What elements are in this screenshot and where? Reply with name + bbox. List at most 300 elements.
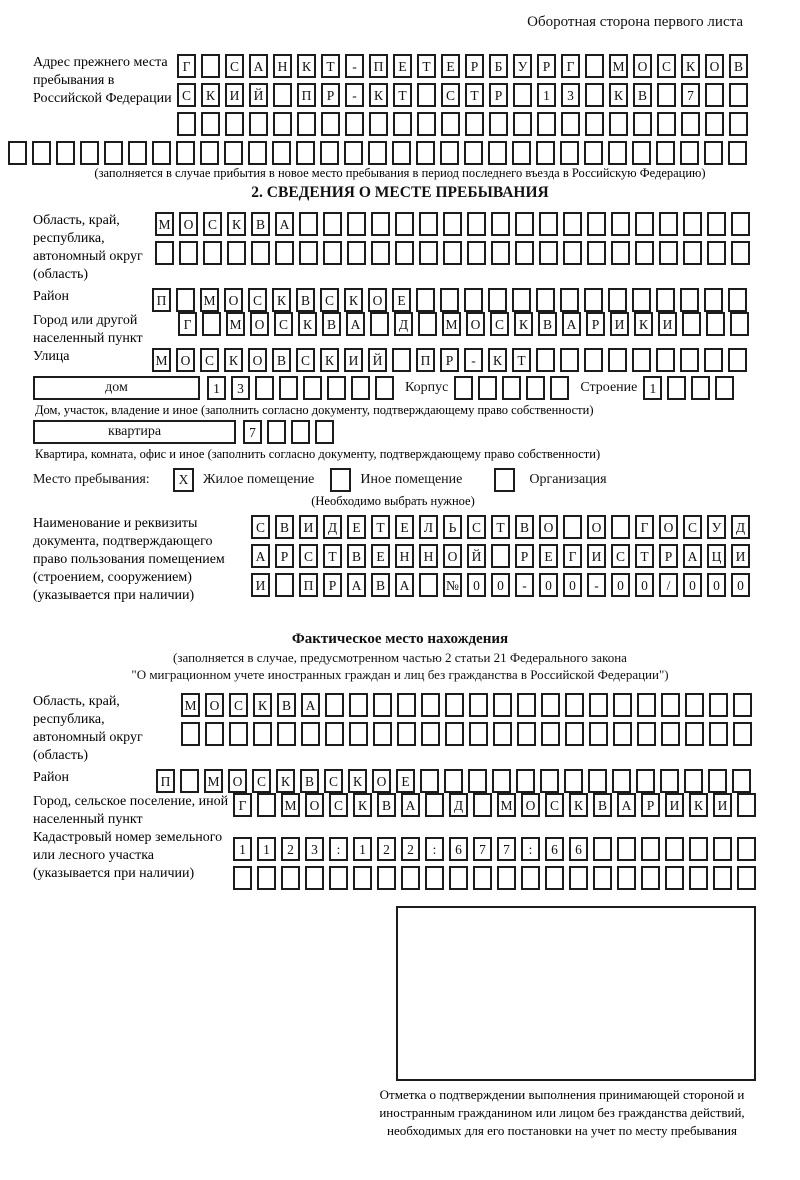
char-box[interactable]: 0: [683, 573, 702, 597]
char-box[interactable]: [683, 241, 702, 265]
char-box[interactable]: [473, 866, 492, 890]
char-box[interactable]: [704, 288, 723, 312]
char-box[interactable]: 1: [643, 376, 662, 400]
char-box[interactable]: [32, 141, 51, 165]
char-box[interactable]: [659, 241, 678, 265]
char-box[interactable]: [253, 722, 272, 746]
char-box[interactable]: 0: [467, 573, 486, 597]
char-box[interactable]: С: [611, 544, 630, 568]
char-box[interactable]: К: [253, 693, 272, 717]
char-box[interactable]: А: [301, 693, 320, 717]
char-box[interactable]: [660, 769, 679, 793]
char-box[interactable]: Е: [539, 544, 558, 568]
char-box[interactable]: [731, 212, 750, 236]
char-box[interactable]: [464, 288, 483, 312]
char-box[interactable]: [395, 241, 414, 265]
char-box[interactable]: [633, 112, 652, 136]
char-box[interactable]: [565, 693, 584, 717]
char-box[interactable]: [370, 312, 389, 336]
char-box[interactable]: И: [587, 544, 606, 568]
char-box[interactable]: С: [225, 54, 244, 78]
char-box[interactable]: 0: [611, 573, 630, 597]
char-box[interactable]: [683, 212, 702, 236]
char-box[interactable]: [373, 722, 392, 746]
char-box[interactable]: Н: [419, 544, 438, 568]
char-box[interactable]: [397, 693, 416, 717]
char-box[interactable]: [327, 376, 346, 400]
char-box[interactable]: К: [344, 288, 363, 312]
char-box[interactable]: [661, 693, 680, 717]
char-box[interactable]: :: [329, 837, 348, 861]
char-box[interactable]: [277, 722, 296, 746]
char-box[interactable]: Т: [371, 515, 390, 539]
char-box[interactable]: [273, 83, 292, 107]
char-box[interactable]: Е: [347, 515, 366, 539]
char-box[interactable]: И: [299, 515, 318, 539]
char-box[interactable]: И: [665, 793, 684, 817]
char-box[interactable]: [205, 722, 224, 746]
char-box[interactable]: 3: [305, 837, 324, 861]
char-box[interactable]: П: [152, 288, 171, 312]
char-box[interactable]: [377, 866, 396, 890]
char-box[interactable]: [416, 141, 435, 165]
char-box[interactable]: [180, 769, 199, 793]
char-box[interactable]: [632, 288, 651, 312]
char-box[interactable]: [251, 241, 270, 265]
char-box[interactable]: [680, 348, 699, 372]
char-box[interactable]: М: [442, 312, 461, 336]
char-box[interactable]: [497, 866, 516, 890]
char-box[interactable]: [526, 376, 545, 400]
char-box[interactable]: [517, 722, 536, 746]
char-box[interactable]: [585, 83, 604, 107]
char-box[interactable]: [637, 722, 656, 746]
char-box[interactable]: К: [298, 312, 317, 336]
char-box[interactable]: [733, 722, 752, 746]
char-box[interactable]: [347, 212, 366, 236]
char-box[interactable]: [512, 288, 531, 312]
char-box[interactable]: [473, 793, 492, 817]
char-box[interactable]: [419, 212, 438, 236]
char-box[interactable]: [608, 288, 627, 312]
char-box[interactable]: 2: [401, 837, 420, 861]
char-box[interactable]: 7: [243, 420, 262, 444]
char-box[interactable]: К: [353, 793, 372, 817]
char-box[interactable]: [454, 376, 473, 400]
char-box[interactable]: [713, 866, 732, 890]
char-box[interactable]: К: [272, 288, 291, 312]
char-box[interactable]: С: [229, 693, 248, 717]
char-box[interactable]: П: [369, 54, 388, 78]
char-box[interactable]: Р: [586, 312, 605, 336]
char-box[interactable]: [545, 866, 564, 890]
char-box[interactable]: [445, 693, 464, 717]
char-box[interactable]: 1: [257, 837, 276, 861]
char-box[interactable]: [445, 722, 464, 746]
char-box[interactable]: И: [610, 312, 629, 336]
char-box[interactable]: Р: [321, 83, 340, 107]
char-box[interactable]: [635, 241, 654, 265]
char-box[interactable]: [345, 112, 364, 136]
char-box[interactable]: [469, 693, 488, 717]
char-box[interactable]: [349, 722, 368, 746]
char-box[interactable]: К: [514, 312, 533, 336]
char-box[interactable]: О: [179, 212, 198, 236]
char-box[interactable]: Р: [440, 348, 459, 372]
char-box[interactable]: И: [658, 312, 677, 336]
char-box[interactable]: 2: [281, 837, 300, 861]
char-box[interactable]: 6: [449, 837, 468, 861]
char-box[interactable]: [536, 141, 555, 165]
char-box[interactable]: 1: [353, 837, 372, 861]
char-box[interactable]: :: [521, 837, 540, 861]
char-box[interactable]: [281, 866, 300, 890]
char-box[interactable]: [393, 112, 412, 136]
char-box[interactable]: 1: [233, 837, 252, 861]
char-box[interactable]: [419, 241, 438, 265]
char-box[interactable]: К: [201, 83, 220, 107]
char-box[interactable]: [468, 769, 487, 793]
char-box[interactable]: 7: [473, 837, 492, 861]
char-box[interactable]: В: [371, 573, 390, 597]
char-box[interactable]: [513, 83, 532, 107]
char-box[interactable]: [689, 837, 708, 861]
char-box[interactable]: [512, 141, 531, 165]
char-box[interactable]: [478, 376, 497, 400]
char-box[interactable]: А: [249, 54, 268, 78]
char-box[interactable]: В: [515, 515, 534, 539]
char-box[interactable]: [704, 348, 723, 372]
char-box[interactable]: [659, 212, 678, 236]
char-box[interactable]: 6: [569, 837, 588, 861]
char-box[interactable]: [657, 112, 676, 136]
char-box[interactable]: [728, 288, 747, 312]
char-box[interactable]: [737, 837, 756, 861]
char-box[interactable]: [257, 866, 276, 890]
char-box[interactable]: [632, 348, 651, 372]
char-box[interactable]: И: [344, 348, 363, 372]
char-box[interactable]: Е: [396, 769, 415, 793]
char-box[interactable]: [560, 141, 579, 165]
char-box[interactable]: [305, 866, 324, 890]
char-box[interactable]: А: [251, 544, 270, 568]
char-box[interactable]: [539, 241, 558, 265]
char-box[interactable]: Й: [368, 348, 387, 372]
char-box[interactable]: [612, 769, 631, 793]
char-box[interactable]: [611, 212, 630, 236]
char-box[interactable]: М: [204, 769, 223, 793]
char-box[interactable]: [249, 112, 268, 136]
char-box[interactable]: Е: [395, 515, 414, 539]
char-box[interactable]: У: [707, 515, 726, 539]
char-box[interactable]: №: [443, 573, 462, 597]
char-box[interactable]: [657, 83, 676, 107]
char-box[interactable]: О: [587, 515, 606, 539]
char-box[interactable]: [416, 288, 435, 312]
house-type-box[interactable]: дом: [33, 376, 200, 400]
char-box[interactable]: [608, 141, 627, 165]
char-box[interactable]: С: [296, 348, 315, 372]
char-box[interactable]: [733, 693, 752, 717]
char-box[interactable]: [449, 866, 468, 890]
char-box[interactable]: [493, 693, 512, 717]
char-box[interactable]: [560, 348, 579, 372]
char-box[interactable]: Т: [635, 544, 654, 568]
char-box[interactable]: [537, 112, 556, 136]
char-box[interactable]: [425, 866, 444, 890]
char-box[interactable]: [729, 83, 748, 107]
char-box[interactable]: 7: [681, 83, 700, 107]
char-box[interactable]: [705, 83, 724, 107]
char-box[interactable]: [715, 376, 734, 400]
char-box[interactable]: [492, 769, 511, 793]
char-box[interactable]: А: [617, 793, 636, 817]
char-box[interactable]: В: [729, 54, 748, 78]
char-box[interactable]: О: [633, 54, 652, 78]
char-box[interactable]: [444, 769, 463, 793]
char-box[interactable]: М: [152, 348, 171, 372]
char-box[interactable]: С: [657, 54, 676, 78]
char-box[interactable]: [609, 112, 628, 136]
char-box[interactable]: С: [683, 515, 702, 539]
char-box[interactable]: [661, 722, 680, 746]
char-box[interactable]: [201, 112, 220, 136]
char-box[interactable]: [593, 866, 612, 890]
char-box[interactable]: [176, 141, 195, 165]
char-box[interactable]: А: [401, 793, 420, 817]
char-box[interactable]: [521, 866, 540, 890]
checkbox-other-premises[interactable]: [330, 468, 351, 492]
char-box[interactable]: О: [705, 54, 724, 78]
char-box[interactable]: [536, 288, 555, 312]
char-box[interactable]: 0: [707, 573, 726, 597]
char-box[interactable]: [417, 112, 436, 136]
char-box[interactable]: Т: [491, 515, 510, 539]
char-box[interactable]: [291, 420, 310, 444]
char-box[interactable]: О: [248, 348, 267, 372]
char-box[interactable]: В: [275, 515, 294, 539]
char-box[interactable]: [176, 288, 195, 312]
char-box[interactable]: [315, 420, 334, 444]
char-box[interactable]: Р: [489, 83, 508, 107]
char-box[interactable]: П: [297, 83, 316, 107]
char-box[interactable]: [56, 141, 75, 165]
char-box[interactable]: Н: [395, 544, 414, 568]
char-box[interactable]: [515, 212, 534, 236]
char-box[interactable]: П: [299, 573, 318, 597]
char-box[interactable]: [201, 54, 220, 78]
checkbox-residential-premises[interactable]: X: [173, 468, 194, 492]
char-box[interactable]: [541, 693, 560, 717]
char-box[interactable]: Г: [178, 312, 197, 336]
char-box[interactable]: [418, 312, 437, 336]
char-box[interactable]: Е: [392, 288, 411, 312]
char-box[interactable]: [440, 288, 459, 312]
char-box[interactable]: [632, 141, 651, 165]
char-box[interactable]: :: [425, 837, 444, 861]
char-box[interactable]: О: [443, 544, 462, 568]
char-box[interactable]: У: [513, 54, 532, 78]
char-box[interactable]: [419, 573, 438, 597]
char-box[interactable]: [229, 722, 248, 746]
char-box[interactable]: Е: [371, 544, 390, 568]
char-box[interactable]: К: [609, 83, 628, 107]
char-box[interactable]: [729, 112, 748, 136]
char-box[interactable]: [706, 312, 725, 336]
char-box[interactable]: [275, 573, 294, 597]
char-box[interactable]: [737, 866, 756, 890]
char-box[interactable]: 0: [635, 573, 654, 597]
char-box[interactable]: [200, 141, 219, 165]
char-box[interactable]: [560, 288, 579, 312]
char-box[interactable]: 7: [497, 837, 516, 861]
char-box[interactable]: [323, 241, 342, 265]
char-box[interactable]: [513, 112, 532, 136]
char-box[interactable]: [569, 866, 588, 890]
char-box[interactable]: [728, 141, 747, 165]
char-box[interactable]: С: [274, 312, 293, 336]
char-box[interactable]: 3: [561, 83, 580, 107]
char-box[interactable]: П: [416, 348, 435, 372]
char-box[interactable]: [320, 141, 339, 165]
char-box[interactable]: О: [176, 348, 195, 372]
char-box[interactable]: [375, 376, 394, 400]
char-box[interactable]: А: [562, 312, 581, 336]
char-box[interactable]: -: [515, 573, 534, 597]
char-box[interactable]: 1: [537, 83, 556, 107]
char-box[interactable]: [344, 141, 363, 165]
char-box[interactable]: [585, 112, 604, 136]
char-box[interactable]: Г: [233, 793, 252, 817]
char-box[interactable]: [641, 866, 660, 890]
char-box[interactable]: А: [683, 544, 702, 568]
char-box[interactable]: Ь: [443, 515, 462, 539]
char-box[interactable]: [636, 769, 655, 793]
char-box[interactable]: К: [224, 348, 243, 372]
char-box[interactable]: [397, 722, 416, 746]
char-box[interactable]: [681, 112, 700, 136]
char-box[interactable]: [491, 212, 510, 236]
char-box[interactable]: В: [296, 288, 315, 312]
char-box[interactable]: [371, 241, 390, 265]
char-box[interactable]: [371, 212, 390, 236]
char-box[interactable]: 0: [539, 573, 558, 597]
char-box[interactable]: -: [345, 83, 364, 107]
char-box[interactable]: 3: [231, 376, 250, 400]
char-box[interactable]: О: [521, 793, 540, 817]
char-box[interactable]: [491, 544, 510, 568]
char-box[interactable]: Н: [273, 54, 292, 78]
char-box[interactable]: [301, 722, 320, 746]
char-box[interactable]: [203, 241, 222, 265]
char-box[interactable]: [275, 241, 294, 265]
char-box[interactable]: -: [587, 573, 606, 597]
char-box[interactable]: М: [281, 793, 300, 817]
char-box[interactable]: Р: [641, 793, 660, 817]
char-box[interactable]: [469, 722, 488, 746]
char-box[interactable]: Т: [321, 54, 340, 78]
char-box[interactable]: [351, 376, 370, 400]
char-box[interactable]: [489, 112, 508, 136]
char-box[interactable]: Б: [489, 54, 508, 78]
char-box[interactable]: О: [368, 288, 387, 312]
char-box[interactable]: Т: [465, 83, 484, 107]
char-box[interactable]: [737, 793, 756, 817]
char-box[interactable]: Д: [449, 793, 468, 817]
char-box[interactable]: [491, 241, 510, 265]
char-box[interactable]: И: [251, 573, 270, 597]
char-box[interactable]: [420, 769, 439, 793]
char-box[interactable]: [565, 722, 584, 746]
char-box[interactable]: [682, 312, 701, 336]
char-box[interactable]: [613, 722, 632, 746]
char-box[interactable]: [440, 141, 459, 165]
char-box[interactable]: К: [569, 793, 588, 817]
char-box[interactable]: 2: [377, 837, 396, 861]
char-box[interactable]: [667, 376, 686, 400]
char-box[interactable]: К: [297, 54, 316, 78]
char-box[interactable]: [224, 141, 243, 165]
char-box[interactable]: [665, 837, 684, 861]
char-box[interactable]: К: [348, 769, 367, 793]
char-box[interactable]: М: [181, 693, 200, 717]
char-box[interactable]: [502, 376, 521, 400]
char-box[interactable]: Т: [393, 83, 412, 107]
char-box[interactable]: [685, 722, 704, 746]
char-box[interactable]: [181, 722, 200, 746]
char-box[interactable]: [536, 348, 555, 372]
char-box[interactable]: [593, 837, 612, 861]
char-box[interactable]: О: [539, 515, 558, 539]
char-box[interactable]: [564, 769, 583, 793]
char-box[interactable]: Д: [323, 515, 342, 539]
char-box[interactable]: 0: [491, 573, 510, 597]
char-box[interactable]: [325, 693, 344, 717]
char-box[interactable]: К: [681, 54, 700, 78]
char-box[interactable]: И: [731, 544, 750, 568]
char-box[interactable]: [329, 866, 348, 890]
char-box[interactable]: Т: [512, 348, 531, 372]
char-box[interactable]: [347, 241, 366, 265]
char-box[interactable]: [685, 693, 704, 717]
char-box[interactable]: Е: [393, 54, 412, 78]
char-box[interactable]: С: [203, 212, 222, 236]
char-box[interactable]: [707, 212, 726, 236]
char-box[interactable]: [202, 312, 221, 336]
char-box[interactable]: [635, 212, 654, 236]
char-box[interactable]: Г: [635, 515, 654, 539]
char-box[interactable]: 1: [207, 376, 226, 400]
char-box[interactable]: [707, 241, 726, 265]
char-box[interactable]: А: [346, 312, 365, 336]
char-box[interactable]: О: [205, 693, 224, 717]
char-box[interactable]: К: [276, 769, 295, 793]
char-box[interactable]: М: [155, 212, 174, 236]
char-box[interactable]: [641, 837, 660, 861]
char-box[interactable]: Р: [275, 544, 294, 568]
char-box[interactable]: 6: [545, 837, 564, 861]
char-box[interactable]: [709, 722, 728, 746]
char-box[interactable]: С: [299, 544, 318, 568]
char-box[interactable]: [8, 141, 27, 165]
char-box[interactable]: В: [277, 693, 296, 717]
char-box[interactable]: О: [305, 793, 324, 817]
char-box[interactable]: Р: [323, 573, 342, 597]
char-box[interactable]: [443, 241, 462, 265]
char-box[interactable]: И: [713, 793, 732, 817]
char-box[interactable]: О: [466, 312, 485, 336]
char-box[interactable]: Г: [563, 544, 582, 568]
